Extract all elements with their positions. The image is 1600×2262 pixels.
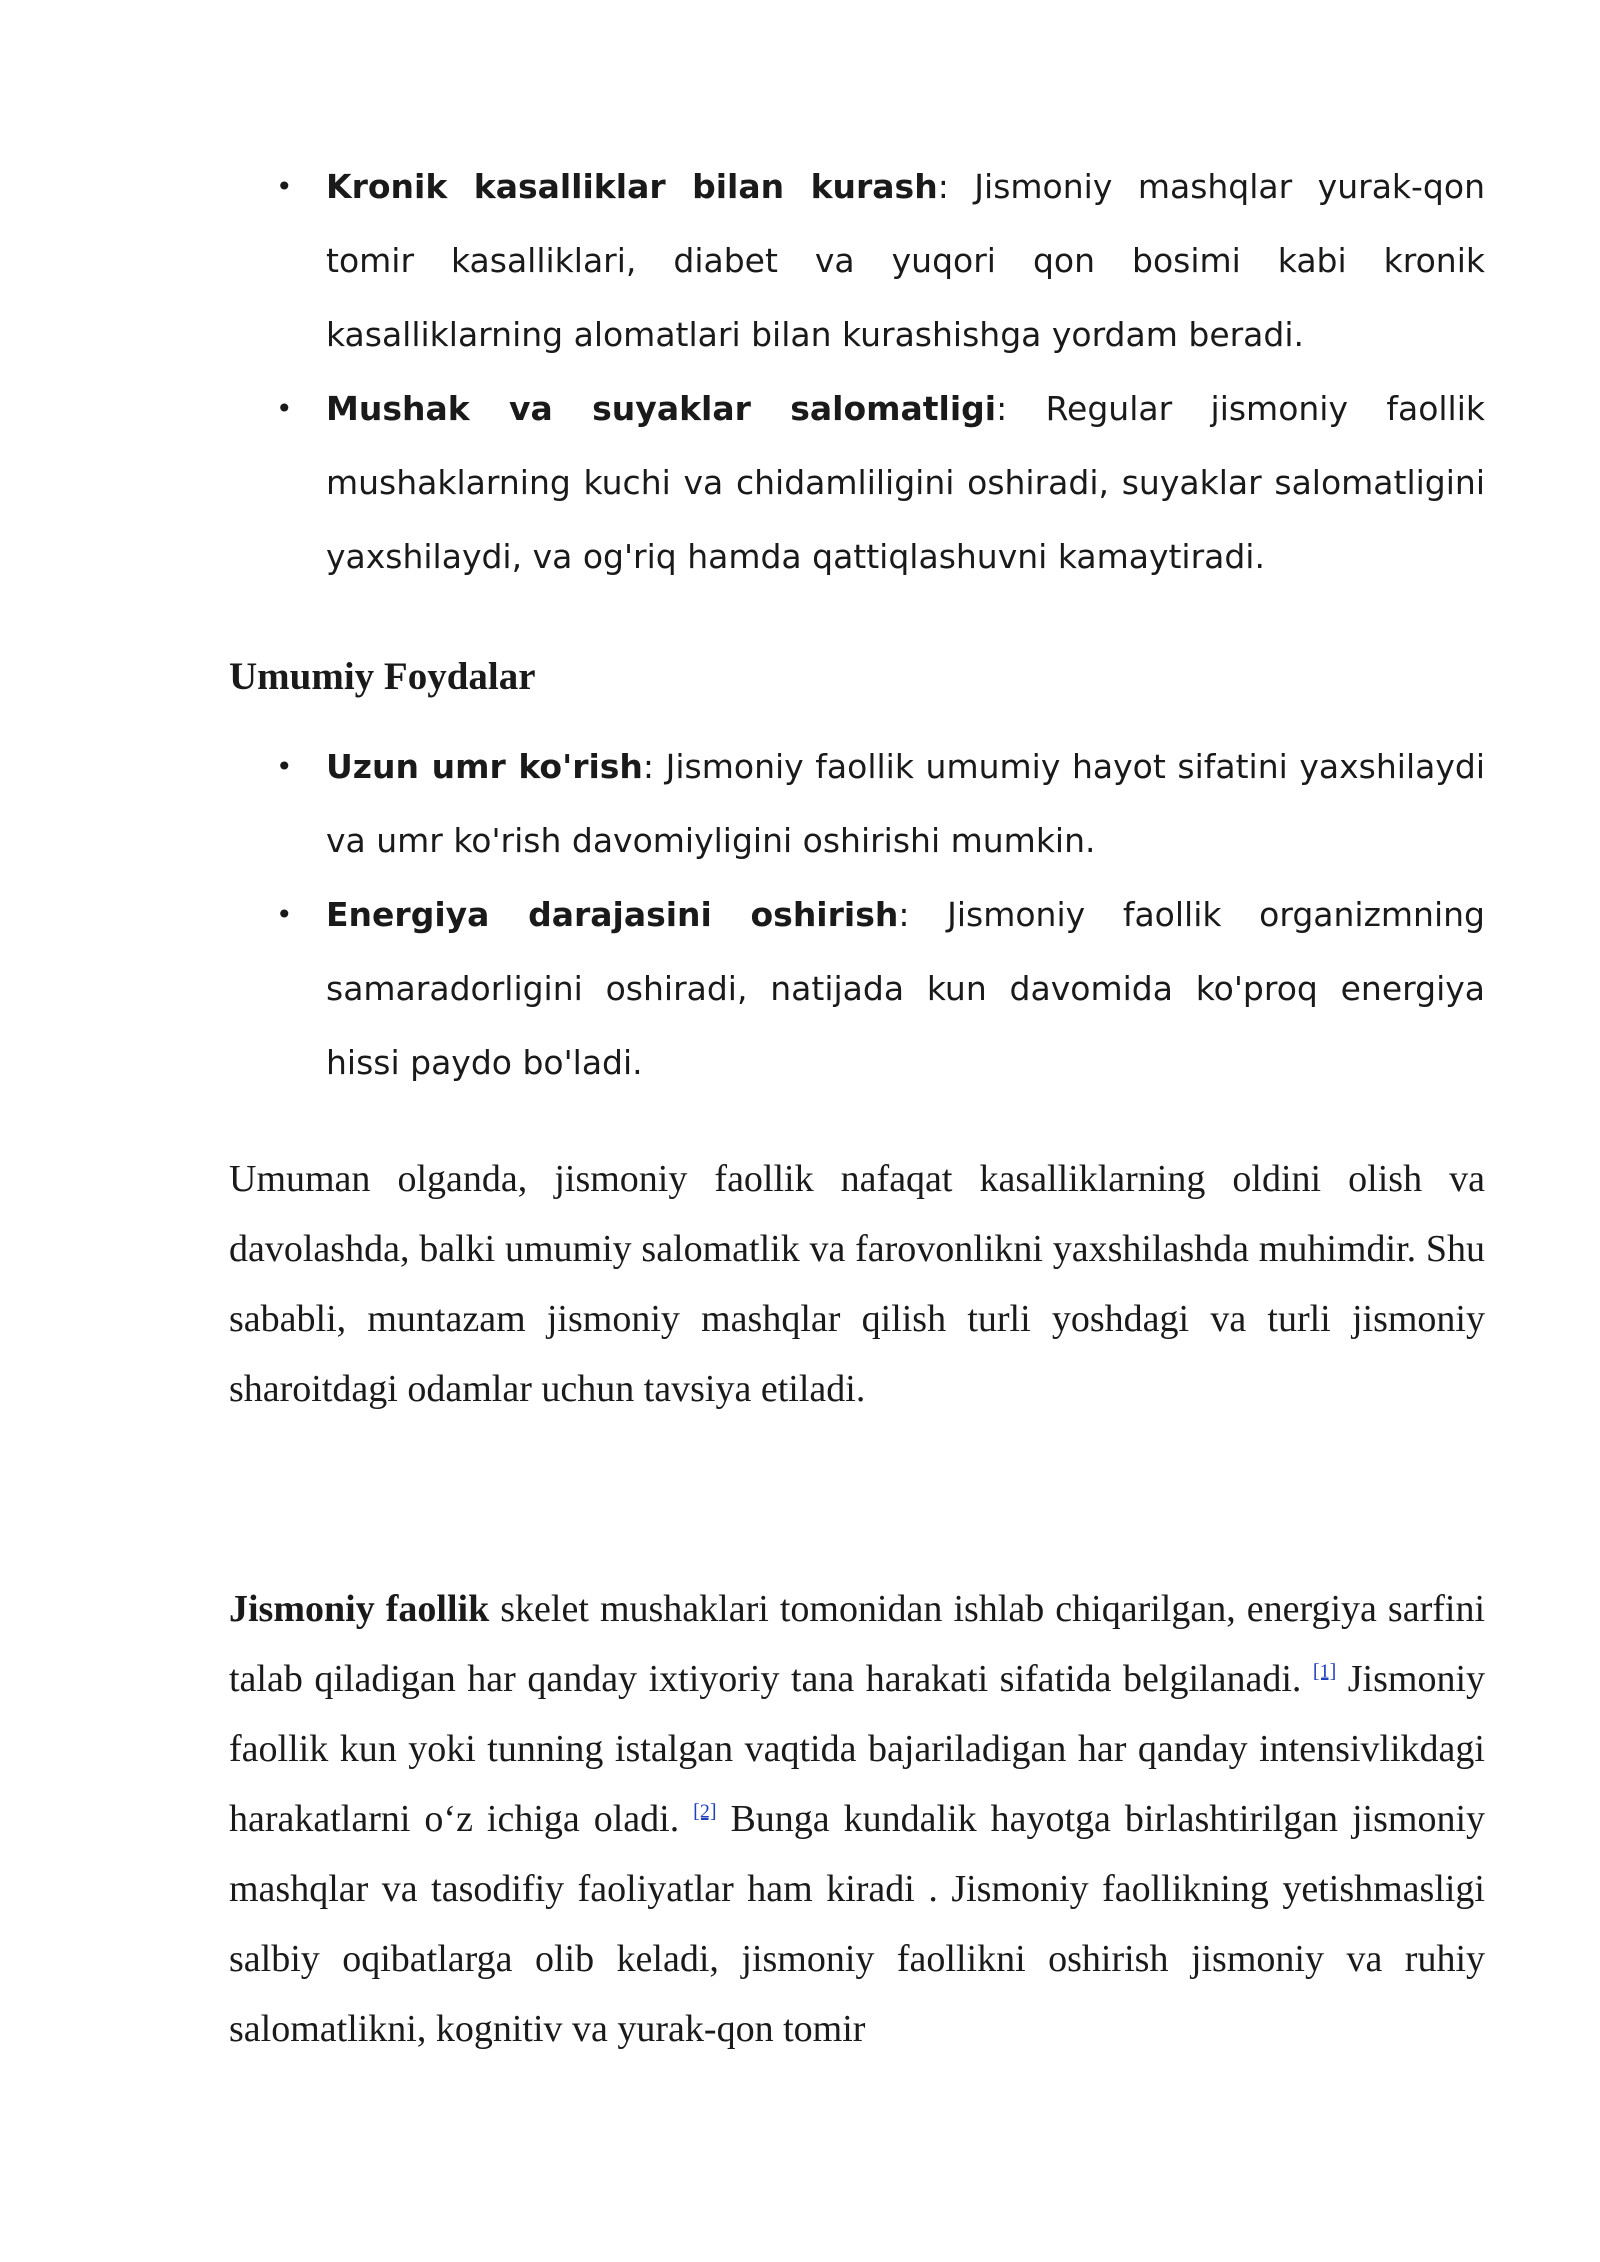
definition-term: Jismoniy faollik [229,1588,490,1630]
bullet-dot: • [276,898,293,931]
document-page [229,150,1485,2064]
list-item [276,878,1485,1100]
bullet-dot: • [276,170,293,203]
definition-text: Jismoniy faollik kun yoki tunning istalgan vaqtida bajariladigan har qanday intensivlikdagi harakatlarni o‘z ichiga oladi. [229,1658,1486,1840]
bullet-text: : Regular jismoniy faollik mushaklarning kuchi va chidamliligini oshiradi, suyaklar salomatligini yaxshilaydi, va og'riq hamda qattiqlashuvni kamaytiradi. [326,389,1485,576]
bullet-text: : Jismoniy faollik umumiy hayot sifatini yaxshilaydi va umr ko'rish davomiyligini oshirishi mumkin. [326,747,1485,860]
summary-paragraph: Umuman olganda, jismoniy faollik nafaqat kasalliklarning oldini olish va davolashda, balki umumiy salomatlik va farovonlikni yaxshilashda muhimdir. Shu sababli, muntazam jismoniy mashqlar qilish turli yoshdagi va turli jismoniy sharoitdagi odamlar uchun tavsiya etiladi. [229,1158,1485,1410]
reference-link[interactable]: [1] [1312,1660,1337,1683]
bullet-list-health [229,150,1485,594]
section-heading: Umumiy Foydalar [229,655,536,698]
bullet-dot: • [276,392,293,425]
list-item [276,150,1485,372]
definition-text: skelet mushaklari tomonidan ishlab chiqarilgan, energiya sarfini talab qiladigan har qanday ixtiyoriy tana harakati sifatida belgilanadi. [229,1588,1486,1700]
bullet-text: : Jismoniy mashqlar yurak-qon tomir kasalliklari, diabet va yuqori qon bosimi kabi kronik kasalliklarning alomatlari bilan kurashishga yordam beradi. [326,167,1485,354]
bullet-text: : Jismoniy faollik organizmning samaradorligini oshiradi, natijada kun davomida ko'proq energiya hissi paydo bo'ladi. [326,895,1485,1082]
bullet-dot: • [276,750,293,783]
bullet-term: Uzun umr ko'rish [326,747,643,786]
reference-link[interactable]: [2] [693,1800,717,1823]
bullet-term: Energiya darajasini oshirish [326,895,899,934]
list-item [276,372,1485,594]
bullet-term: Kronik kasalliklar bilan kurash [326,167,938,206]
definition-paragraph [229,1574,1485,2064]
bullet-term: Mushak va suyaklar salomatligi [326,389,997,428]
definition-text: Bunga kundalik hayotga birlashtirilgan jismoniy mashqlar va tasodifiy faoliyatlar ham kiradi . Jismoniy faollikning yetishmasligi salbiy oqibatlarga olib keladi, jismoniy faollikni oshirish jismoniy va ruhiy salomatlikni, kognitiv va yurak-qon tomir [229,1798,1486,2050]
list-item [276,730,1485,878]
bullet-list-general [229,730,1485,1100]
